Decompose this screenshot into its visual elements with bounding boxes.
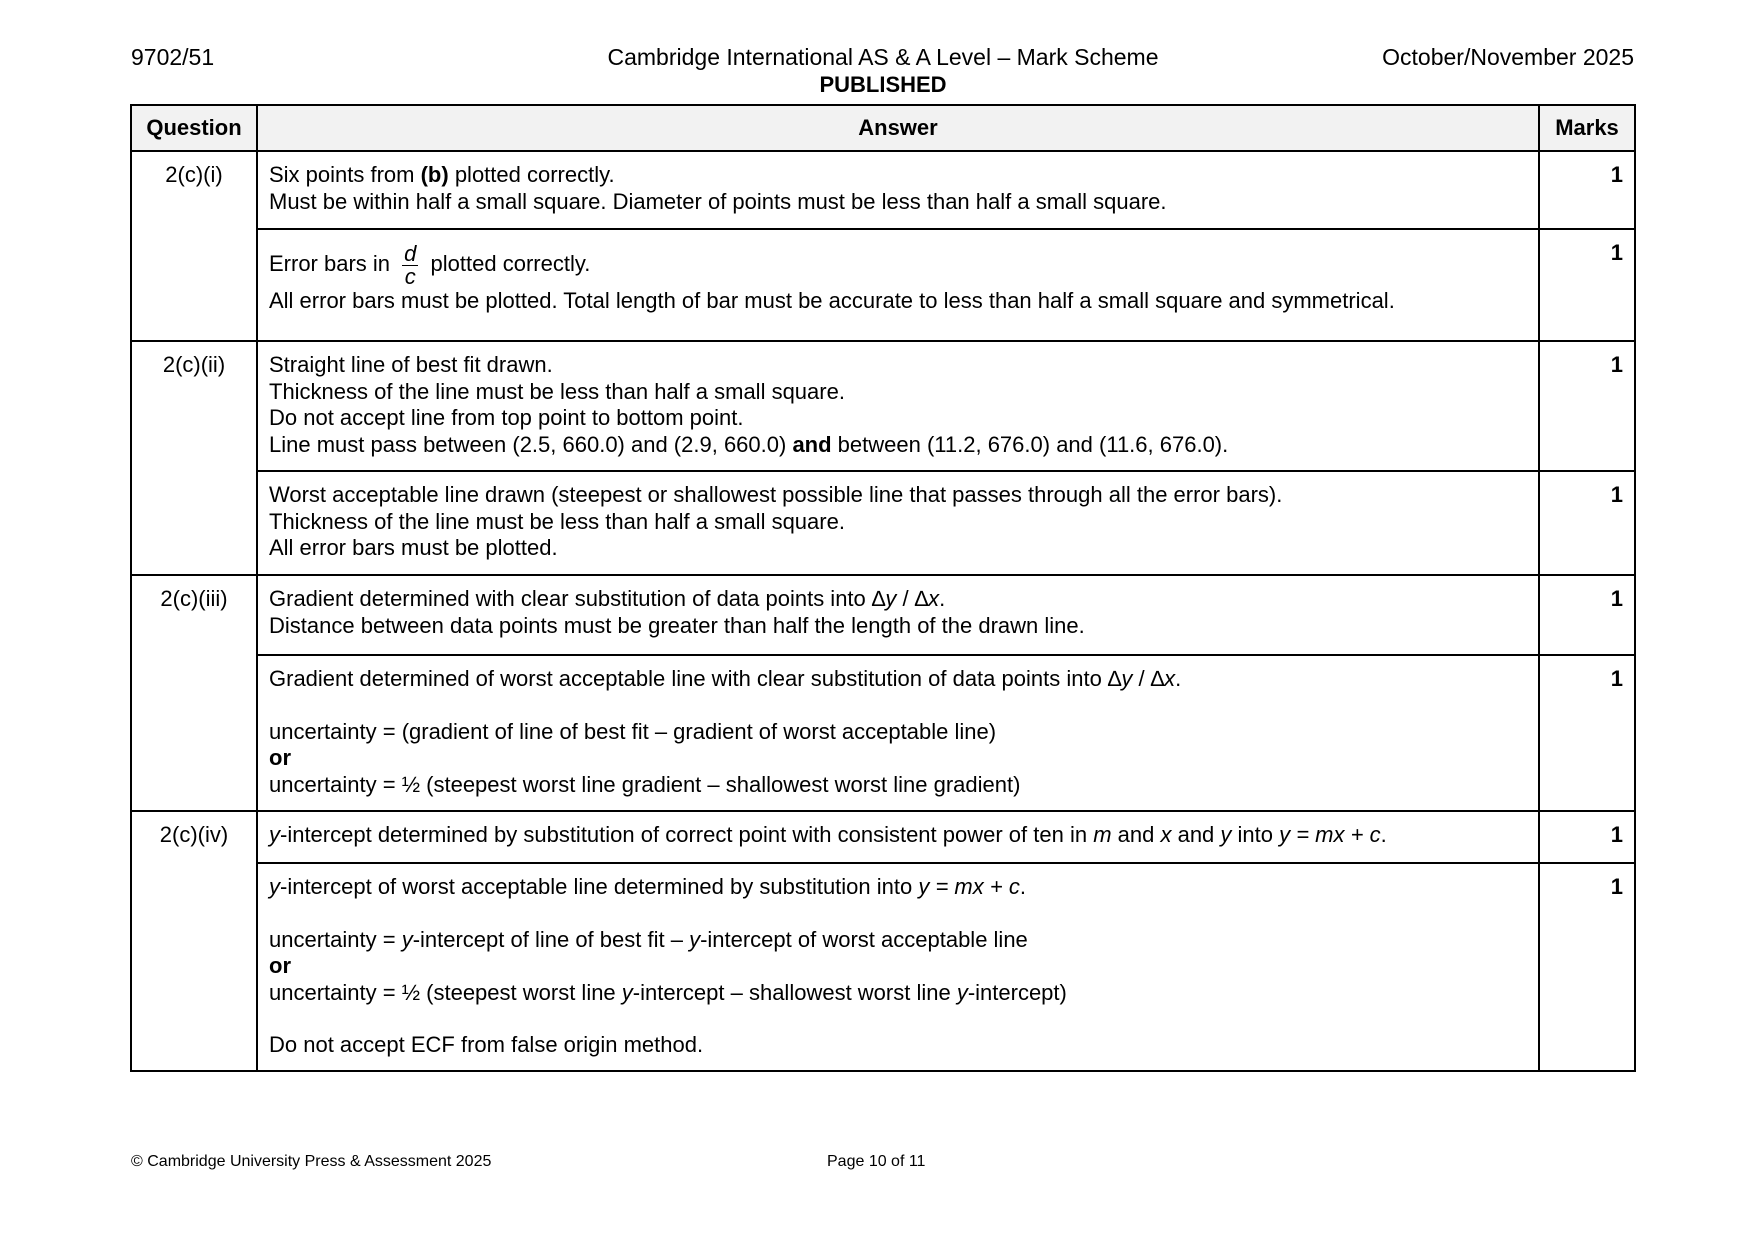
mark-value: 1 <box>1539 341 1635 471</box>
answer-line: Error bars in $\frac{d}{c}$ plotted correctly. <box>269 240 591 289</box>
marks-column-header: Marks <box>1539 105 1635 151</box>
answer-line: uncertainty = (gradient of line of best fit – gradient of worst acceptable line) <box>269 718 997 744</box>
answer-cell <box>257 655 1539 811</box>
table-row <box>131 811 1635 863</box>
question-number: 2(c)(iii) <box>131 575 257 811</box>
answer-cell <box>257 811 1539 863</box>
answer-column-header: Answer <box>257 105 1539 151</box>
answer-line: Thickness of the line must be less than half a small square. <box>269 508 845 534</box>
answer-cell <box>257 229 1539 341</box>
mark-value: 1 <box>1539 471 1635 575</box>
table-row <box>131 229 1635 341</box>
mark-value: 1 <box>1539 863 1635 1071</box>
page-number: Page 10 of 11 <box>827 1153 926 1170</box>
answer-line: Gradient determined of worst acceptable line with clear substitution of data points into ∆y / ∆x. <box>269 666 1182 691</box>
answer-line: Straight line of best fit drawn. <box>269 352 553 377</box>
answer-line: or <box>269 745 291 770</box>
answer-line: y-intercept determined by substitution of correct point with consistent power of ten in m and x and y into y = mx + c. <box>269 822 1387 847</box>
question-column-header: Question <box>131 105 257 151</box>
copyright-notice: © Cambridge University Press & Assessment 2025 <box>131 1153 492 1170</box>
mark-scheme-table <box>130 104 1636 1072</box>
question-number: 2(c)(iv) <box>131 811 257 1071</box>
table-row <box>131 863 1635 1071</box>
table-header-row <box>131 105 1635 151</box>
answer-line: Thickness of the line must be less than half a small square. <box>269 378 845 404</box>
mark-value: 1 <box>1539 655 1635 811</box>
answer-cell <box>257 863 1539 1071</box>
question-number: 2(c)(i) <box>131 151 257 341</box>
answer-line: uncertainty = y-intercept of line of best fit – y-intercept of worst acceptable line <box>269 926 1028 952</box>
answer-line: Distance between data points must be greater than half the length of the drawn line. <box>269 612 1085 638</box>
table-row <box>131 471 1635 575</box>
answer-line: uncertainty = ½ (steepest worst line y-intercept – shallowest worst line y-intercept) <box>269 979 1067 1005</box>
answer-line: Line must pass between (2.5, 660.0) and (2.9, 660.0) and between (11.2, 676.0) and (11.6, 676.0). <box>269 431 1229 457</box>
mark-value: 1 <box>1539 151 1635 229</box>
exam-session: October/November 2025 <box>1382 44 1634 70</box>
answer-cell <box>257 341 1539 471</box>
fraction-d-over-c: $\frac{d}{c}$ <box>404 240 417 289</box>
published-label: PUBLISHED <box>819 72 947 97</box>
table-row <box>131 575 1635 655</box>
answer-cell <box>257 151 1539 229</box>
mark-value: 1 <box>1539 811 1635 863</box>
answer-line: or <box>269 953 291 978</box>
answer-cell <box>257 575 1539 655</box>
mark-value: 1 <box>1539 229 1635 341</box>
document-title: Cambridge International AS & A Level – Mark Scheme <box>607 44 1159 70</box>
answer-line: Do not accept ECF from false origin method. <box>269 1032 704 1057</box>
answer-line: Do not accept line from top point to bottom point. <box>269 405 744 430</box>
answer-cell <box>257 471 1539 575</box>
answer-line: y-intercept of worst acceptable line determined by substitution into y = mx + c. <box>269 874 1026 899</box>
answer-line: uncertainty = ½ (steepest worst line gradient – shallowest worst line gradient) <box>269 771 1021 797</box>
answer-line: All error bars must be plotted. <box>269 535 558 560</box>
answer-line: Six points from (b) plotted correctly. <box>269 162 615 187</box>
answer-line: All error bars must be plotted. Total length of bar must be accurate to less than half a small square and symmetrical. <box>269 287 1395 313</box>
mark-value: 1 <box>1539 575 1635 655</box>
paper-code: 9702/51 <box>131 44 215 70</box>
answer-line: Must be within half a small square. Diameter of points must be less than half a small square. <box>269 188 1167 214</box>
answer-line: Worst acceptable line drawn (steepest or shallowest possible line that passes through all the error bars). <box>269 482 1283 507</box>
table-row <box>131 655 1635 811</box>
table-row <box>131 341 1635 471</box>
answer-line: Gradient determined with clear substitution of data points into ∆y / ∆x. <box>269 586 946 611</box>
question-number: 2(c)(ii) <box>131 341 257 575</box>
table-row <box>131 151 1635 229</box>
